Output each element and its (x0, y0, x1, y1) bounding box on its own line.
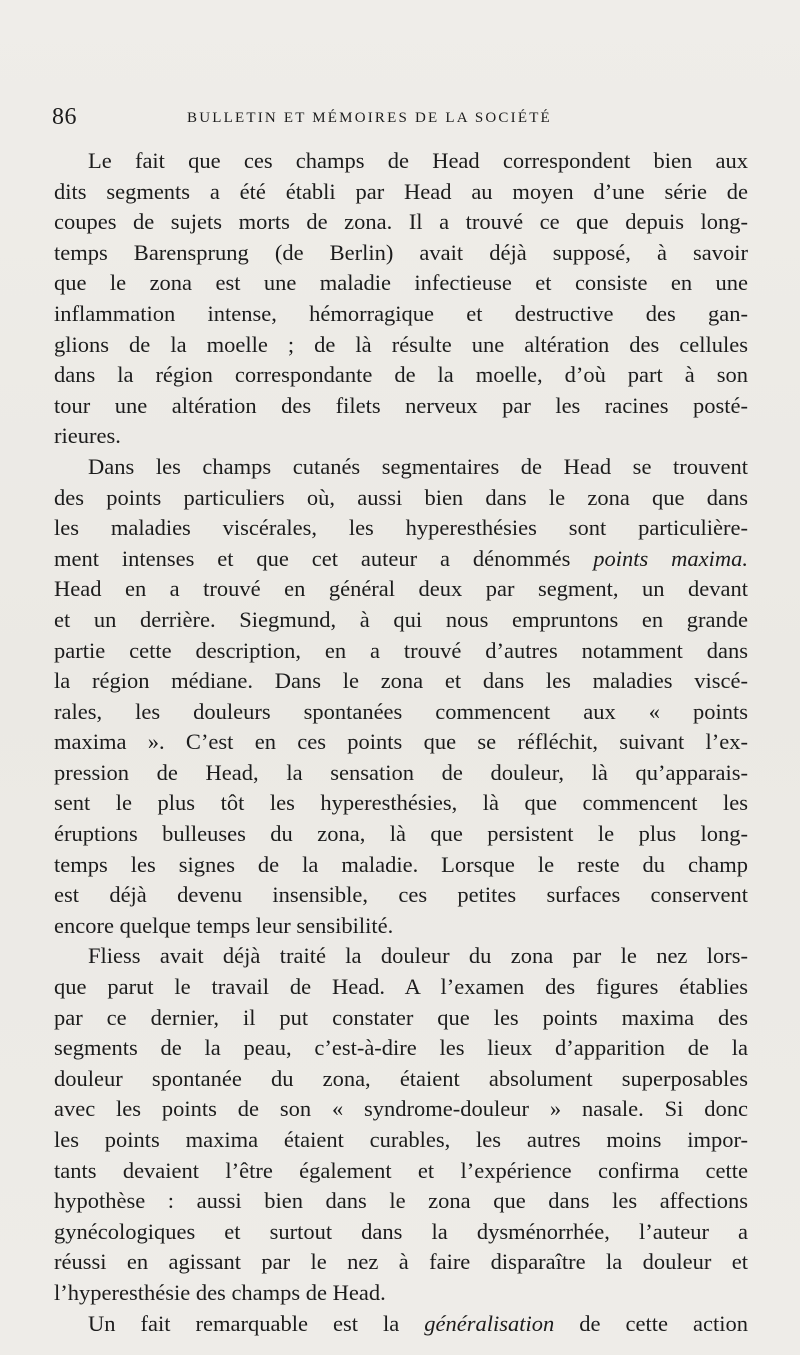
italic-term: généralisation (424, 1310, 555, 1336)
text-line: l’hyperesthésie des champs de Head. (54, 1279, 386, 1305)
text-line: maxima ». C’est en ces points que se réfléchit, suivant l’ex- (54, 729, 748, 755)
text-line: hypothèse : aussi bien dans le zona que dans les affections (54, 1188, 748, 1214)
text-line: et un derrière. Siegmund, à qui nous empruntons en grande (54, 606, 748, 632)
text-line: réussi en agissant par le nez à faire disparaître la douleur et (54, 1249, 748, 1275)
text-line: est déjà devenu insensible, ces petites surfaces conservent (54, 882, 748, 908)
text-line: rieures. (54, 423, 121, 449)
text-line: segments de la peau, c’est-à-dire les lieux d’apparition de la (54, 1035, 748, 1061)
text-line: dits segments a été établi par Head au moyen d’une série de (54, 178, 748, 204)
text-line: avec les points de son « syndrome-douleur » nasale. Si donc (54, 1096, 748, 1122)
text-fragment: ment intenses et que cet auteur a dénommés (54, 545, 571, 571)
text-line: des points particuliers où, aussi bien dans le zona que dans (54, 484, 748, 510)
text-line: Fliess avait déjà traité la douleur du zona par le nez lors- (88, 943, 748, 969)
text-line: les points maxima étaient curables, les autres moins impor- (54, 1127, 748, 1152)
text-line: douleur spontanée du zona, étaient absolument superposables (54, 1065, 748, 1091)
text-line: dans la région correspondante de la moelle, d’où part à son (54, 362, 748, 388)
text-line: sent le plus tôt les hyperesthésies, là que commencent les (54, 790, 748, 816)
text-line: pression de Head, la sensation de douleur, là qu’apparais- (54, 759, 748, 785)
text-fragment: de cette action (579, 1310, 748, 1336)
text-line: par ce dernier, il put constater que les points maxima des (54, 1004, 748, 1030)
text-line: que le zona est une maladie infectieuse et consiste en une (54, 270, 748, 296)
text-line: rales, les douleurs spontanées commencent aux « points (54, 698, 748, 724)
text-line: Dans les champs cutanés segmentaires de Head se trouvent (88, 453, 748, 479)
text-line: coupes de sujets morts de zona. Il a trouvé ce que depuis long- (54, 209, 748, 235)
text-line: tour une altération des filets nerveux par les racines posté- (54, 392, 748, 418)
text-line: temps Barensprung (de Berlin) avait déjà supposé, à savoir (54, 239, 748, 265)
text-line: Le fait que ces champs de Head correspondent bien aux (88, 148, 748, 173)
italic-term: points maxima. (593, 545, 748, 571)
text-fragment: Un fait remarquable est la (88, 1310, 400, 1336)
text-line: gynécologiques et surtout dans la dysménorrhée, l’auteur a (54, 1218, 748, 1244)
page-header (52, 104, 752, 134)
text-line: inflammation intense, hémorragique et destructive des gan- (54, 300, 748, 326)
text-line: que parut le travail de Head. A l’examen des figures établies (54, 974, 748, 1000)
text-line: la région médiane. Dans le zona et dans les maladies viscé- (54, 668, 748, 694)
text-line-with-italic (54, 1309, 748, 1340)
text-line: les maladies viscérales, les hyperesthésies sont particulière- (54, 515, 748, 541)
page-number: 86 (52, 104, 77, 130)
body-text (54, 146, 748, 1339)
text-line: temps les signes de la maladie. Lorsque le reste du champ (54, 851, 748, 877)
text-line: éruptions bulleuses du zona, là que persistent le plus long- (54, 821, 748, 847)
text-line: encore quelque temps leur sensibilité. (54, 912, 394, 938)
running-title: BULLETIN ET MÉMOIRES DE LA SOCIÉTÉ (187, 110, 552, 126)
text-line: tants devaient l’être également et l’expérience confirma cette (54, 1157, 748, 1183)
text-line-with-italic (54, 544, 748, 575)
text-line: partie cette description, en a trouvé d’autres notamment dans (54, 637, 748, 663)
text-line: Head en a trouvé en général deux par segment, un devant (54, 576, 748, 602)
text-line: glions de la moelle ; de là résulte une altération des cellules (54, 331, 748, 357)
